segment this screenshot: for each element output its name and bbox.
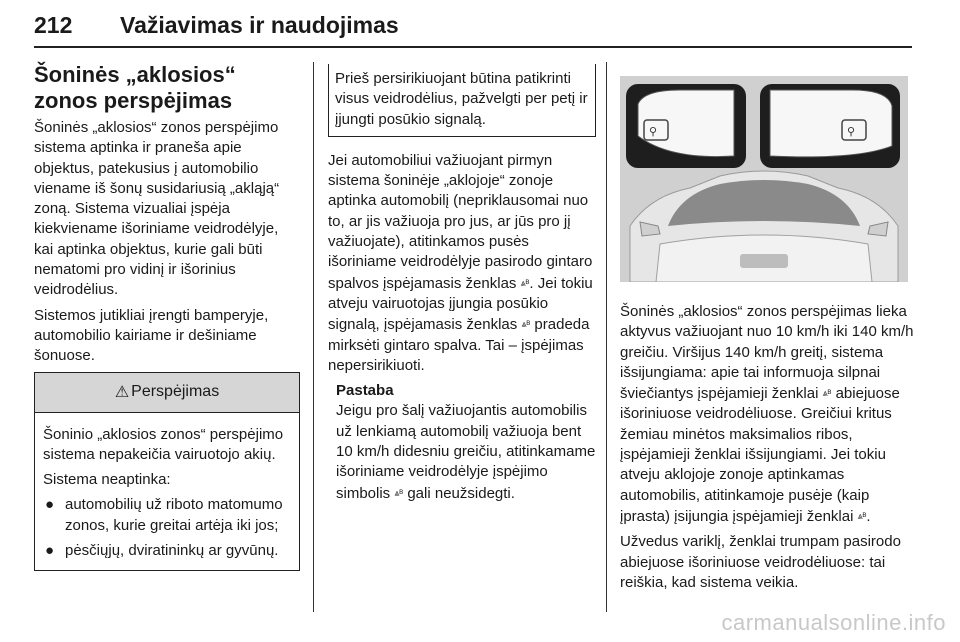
warning-text: Prieš persirikiuojant būtina patikrinti visus veidrodėlius, pažvelgti per petį ir įjungti posūkio signalą. <box>335 70 588 128</box>
warning-header <box>35 373 299 413</box>
bullet-icon: ● <box>45 542 55 560</box>
warning-text: Sistema neaptinka: <box>43 471 171 489</box>
sensor-paragraph: Sistemos jutikliai įrengti bamperyje, automobilio kairiame ir dešiniame šonuose. <box>34 306 269 365</box>
blind-spot-symbol-icon: ⩓ᴮ <box>394 487 404 498</box>
column-divider <box>606 62 607 612</box>
list-item <box>43 541 291 561</box>
startup-paragraph: Užvedus variklį, ženklai trumpam pasirodo abiejuose išoriniuose veidrodėliuose: tai reiškia, kad sistema veikia. <box>620 533 901 591</box>
list-item <box>43 495 291 536</box>
car-mirror-illustration <box>620 76 908 282</box>
warning-box <box>34 372 300 572</box>
warning-triangle-icon: ⚠ <box>114 384 130 402</box>
svg-text:⚲: ⚲ <box>847 125 856 138</box>
list-item-text: automobilių už riboto matomumo zonos, kurie greitai artėja iki jos; <box>65 496 283 534</box>
blind-spot-symbol-icon: ⩓ᴮ <box>521 319 531 330</box>
svg-text:⚲: ⚲ <box>649 125 658 138</box>
note-title: Pastaba <box>336 382 394 400</box>
column-right <box>620 68 916 598</box>
column-middle <box>328 64 596 509</box>
note-block <box>328 381 596 504</box>
warning-continuation-box <box>328 64 596 137</box>
warning-text: Šoninio „aklosios zonos“ perspėjimo sistema nepakeičia vairuotojo akių. <box>43 425 284 463</box>
page-number: 212 <box>34 12 73 38</box>
operating-range-paragraph: Šoninės „aklosios“ zonos perspėjimas lieka aktyvus važiuojant nuo 10 km/h iki 140 km/h greičiu. Viršijus 140 km/h greitį, sistema išsijungiama: apie tai informuoja silpnai šviečiantys įspėjamieji ženklai ⩓ᴮ abiejuose išoriniuose veidrodėliuose. Greičiui kritus žemiau minėtos maksimalios ribos, įspėjamieji ženklai išsijungiami. Jei tokiu atveju aklojoje zonoje aptinkamas automobilis, atitinkamoje pusėje (kaip įprasta) įsijungia įspėjamieji ženklai ⩓ᴮ. <box>620 303 914 525</box>
mirror-illustration <box>620 76 908 282</box>
page-header <box>34 6 912 48</box>
bullet-icon: ● <box>45 496 55 514</box>
list-item-text: pėsčiųjų, dviratininkų ar gyvūnų. <box>65 542 279 560</box>
warning-body <box>35 413 299 571</box>
column-divider <box>313 62 314 612</box>
chapter-title: Važiavimas ir naudojimas <box>120 12 399 38</box>
detection-paragraph: Jei automobiliui važiuojant pirmyn sistema šoninėje „aklojoje“ zonoje aptinka automobilį (nepriklausomai nuo to, ar jis važiuoja pro jus, ar jūs pro jį važiuojate), atitinkamos pusės išoriniame veidrodėlyje pasirodo gintaro spalvos įspėjamasis ženklas ⩓ᴮ. Jei tokiu atveju vairuotojas įjungia posūkio signalą, įspėjamasis ženklas ⩓ᴮ pradeda mirksėti gintaro spalva. Tai – įspėjimas nepersirikiuoti. <box>328 151 593 374</box>
intro-paragraph: Šoninės „aklosios“ zonos perspėjimo sistema aptinka ir praneša apie objektus, patekusius į automobilio viename iš šonų susidariusią „akląją“ zoną. Sistema vizualiai įspėja kiekviename išoriniame veidrodėlyje, kai aptinka objektus, kurie gali būti nematomi pro vidinį ir išorinius veidrodėlius. <box>34 119 280 299</box>
column-left <box>34 62 300 571</box>
section-title: Šoninės „aklosios“ zonos perspėjimas <box>34 62 236 113</box>
note-text: Jeigu pro šalį važiuojantis automobilis už lenkiamą automobilį važiuoja bent 10 km/h didesniu greičiu, atitinkamame išoriniame veidrodėlyje įspėjimo simbolis ⩓ᴮ gali neužsidegti. <box>336 402 596 502</box>
warning-title: Perspėjimas <box>131 383 220 401</box>
blind-spot-symbol-icon: ⩓ᴮ <box>857 510 867 521</box>
blind-spot-symbol-icon: ⩓ᴮ <box>822 388 832 399</box>
watermark: carmanualsonline.info <box>721 610 946 635</box>
blind-spot-symbol-icon: ⩓ᴮ <box>520 277 530 288</box>
